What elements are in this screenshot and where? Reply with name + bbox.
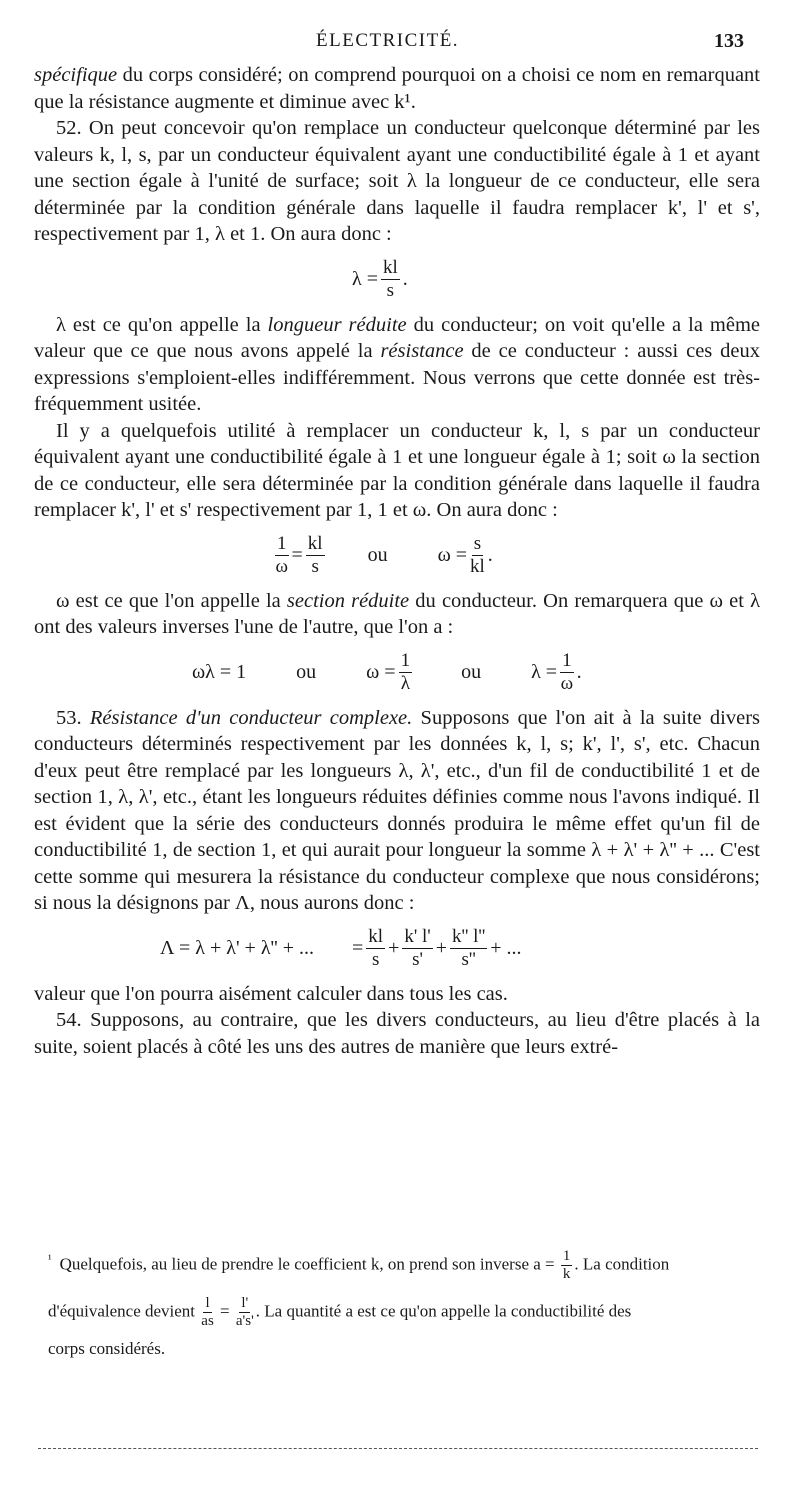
paragraph-text: du corps considéré; on comprend pourquoi on a choisi ce nom en remarquant que la résistance augmente et diminue avec k¹. bbox=[34, 64, 760, 113]
numerator: 1 bbox=[277, 533, 287, 554]
fraction bbox=[275, 533, 289, 578]
conjunction: ou bbox=[296, 661, 317, 684]
conjunction: ou bbox=[367, 544, 388, 567]
equation-term: ωλ = 1 bbox=[192, 661, 247, 684]
numerator: s bbox=[473, 533, 482, 554]
emphasis: spécifique bbox=[34, 64, 118, 86]
emphasis: longueur réduite bbox=[267, 313, 407, 336]
footnote bbox=[48, 1248, 764, 1360]
numerator: k'' l'' bbox=[452, 926, 486, 947]
paragraph-text: du conducteur; on voit qu'elle a la même valeur que ce que nous avons appelé la bbox=[34, 313, 761, 362]
equals-sign: = bbox=[220, 1301, 230, 1321]
footnote-text: . La quantité a est ce qu'on appelle la conductibilité des bbox=[255, 1301, 632, 1321]
numerator: kl bbox=[307, 533, 323, 554]
paragraph-text: ω est ce que l'on appelle la bbox=[56, 589, 287, 612]
paragraph-53 bbox=[34, 705, 760, 917]
denominator: s bbox=[371, 949, 380, 970]
equation-end: . bbox=[487, 544, 493, 567]
numerator: 1 bbox=[400, 650, 411, 671]
paragraph-section: Il y a quelquefois utilité à remplacer un conducteur k, l, s par un conducteur équivalent ayant une conductibilité égale à 1 et une longueur égale à 1; soit ω la section de ce conducteur, elle sera déterminée par la condition générale dans laquelle il faudra remplacer k', l' et s' respectivement par 1, 1 et ω. On aura donc : bbox=[34, 419, 760, 521]
fraction bbox=[306, 533, 325, 578]
denominator: ω bbox=[560, 673, 574, 694]
equation-lambda bbox=[34, 248, 760, 312]
footnote-text: Quelquefois, au lieu de prendre le coefficient k, on prend son inverse a = bbox=[59, 1254, 555, 1274]
numerator: l bbox=[205, 1295, 210, 1311]
fraction bbox=[236, 1295, 254, 1330]
equation-lhs: Λ = λ + λ' + λ'' + ... bbox=[160, 937, 315, 960]
footnote-text: . La condition bbox=[574, 1254, 670, 1274]
equation-lhs: ω = bbox=[366, 661, 396, 684]
footnote-line-1 bbox=[48, 1248, 764, 1283]
fraction bbox=[201, 1295, 214, 1330]
section-heading: Résistance d'un conducteur complexe. bbox=[89, 706, 413, 729]
equation-end: . bbox=[576, 661, 582, 684]
equation-lhs: λ = bbox=[352, 268, 378, 291]
paragraph-section-reduite bbox=[34, 588, 760, 641]
numerator: kl bbox=[382, 257, 398, 278]
numerator: 1 bbox=[562, 1248, 571, 1264]
equation-lhs: ω = bbox=[437, 544, 468, 567]
equals-sign: = bbox=[291, 544, 303, 567]
fraction bbox=[381, 257, 400, 302]
paragraph-text: λ est ce qu'on appelle la bbox=[56, 313, 268, 336]
paragraph-longueur-reduite bbox=[34, 312, 760, 418]
denominator: k bbox=[562, 1266, 571, 1282]
paragraph-52: 52. On peut concevoir qu'on remplace un conducteur quelconque déterminé par les valeurs k, l, s, par un conducteur équivalent ayant une conductibilité égale à 1 et ayant une section égale à l'unité de surface; soit λ la longueur de ce conducteur, elle sera déterminée par la condition générale dans laquelle il faudra remplacer k', l' et s', respectivement par 1, λ et 1. On aura donc : bbox=[34, 117, 760, 245]
emphasis: résistance bbox=[380, 340, 464, 362]
footnote-line-2 bbox=[48, 1295, 764, 1330]
equation-total-resistance bbox=[34, 917, 760, 981]
paragraph-text: du conducteur. On remarquera que ω et λ ont des valeurs inverses l'une de l'autre, que l'on a : bbox=[34, 589, 761, 638]
fraction bbox=[470, 533, 485, 578]
paragraph-text: Supposons que l'on ait à la suite divers conducteurs déterminés respectivement par les données k, l, s; k', l', s', etc. Chacun d'eux peut être remplacé par les longueurs λ, λ', etc., d'un fil de conductibilité 1 et de section 1, λ, λ', etc., étant les longueurs réduites définies comme nous l'avons indiqué. Il est évident que la série des conducteurs donnés produira le même effet qu'un fil de conductibilité 1, de section 1, et qui aurait pour longueur la somme λ + λ' + λ'' + ... C'est cette somme qui mesurera la résistance du conducteur complexe que nous considérons; si nous la désignons par Λ, nous aurons donc : bbox=[34, 706, 761, 914]
denominator: s bbox=[386, 280, 395, 301]
fraction bbox=[402, 926, 432, 971]
numerator: l' bbox=[241, 1295, 249, 1311]
equation-end: . bbox=[402, 268, 408, 291]
fraction bbox=[399, 650, 413, 695]
denominator: s'' bbox=[461, 949, 476, 970]
denominator: s' bbox=[412, 949, 423, 970]
fraction bbox=[450, 926, 487, 971]
paragraph-54: 54. Supposons, au contraire, que les divers conducteurs, au lieu d'être placés à la suite, soient placés à côté les uns des autres de manière que leurs extré- bbox=[34, 1009, 760, 1058]
equation-omega bbox=[34, 524, 760, 588]
bottom-rule bbox=[38, 1448, 758, 1449]
numerator: kl bbox=[368, 926, 384, 947]
denominator: λ bbox=[400, 673, 410, 694]
plus-sign: + bbox=[388, 937, 400, 960]
denominator: as bbox=[201, 1313, 214, 1329]
page-header bbox=[0, 30, 800, 56]
denominator: a's' bbox=[235, 1313, 254, 1329]
plus-sign: + bbox=[435, 937, 448, 960]
paragraph-valeur: valeur que l'on pourra aisément calculer dans tous les cas. bbox=[34, 982, 508, 1005]
footnote-text: d'équivalence devient bbox=[48, 1301, 196, 1321]
fraction bbox=[561, 1248, 573, 1283]
equals-sign: = bbox=[352, 937, 364, 960]
numerator: k' l' bbox=[404, 926, 431, 947]
equation-tail: + ... bbox=[490, 937, 522, 960]
denominator: kl bbox=[470, 556, 485, 577]
numerator: 1 bbox=[562, 650, 572, 671]
paragraph-continuation bbox=[34, 62, 760, 115]
denominator: ω bbox=[275, 556, 288, 577]
emphasis: section réduite bbox=[286, 589, 410, 612]
body-text bbox=[34, 62, 760, 1060]
equation-lhs: λ = bbox=[531, 661, 558, 684]
running-title: ÉLECTRICITÉ. bbox=[316, 30, 460, 51]
footnote-line-3: corps considérés. bbox=[48, 1339, 166, 1358]
fraction bbox=[366, 926, 385, 971]
equation-inverse bbox=[34, 641, 760, 705]
fraction bbox=[560, 650, 574, 695]
footnote-mark: ¹ bbox=[48, 1252, 52, 1267]
conjunction: ou bbox=[461, 661, 482, 684]
page-number: 133 bbox=[714, 30, 744, 52]
denominator: s bbox=[311, 556, 319, 577]
paragraph-text: de ce conducteur : aussi ces deux expressions s'emploient-elles indifféremment. Nous verrons que cette donnée est très-fréquemment usitée. bbox=[34, 340, 760, 415]
section-number: 53. bbox=[56, 706, 90, 729]
